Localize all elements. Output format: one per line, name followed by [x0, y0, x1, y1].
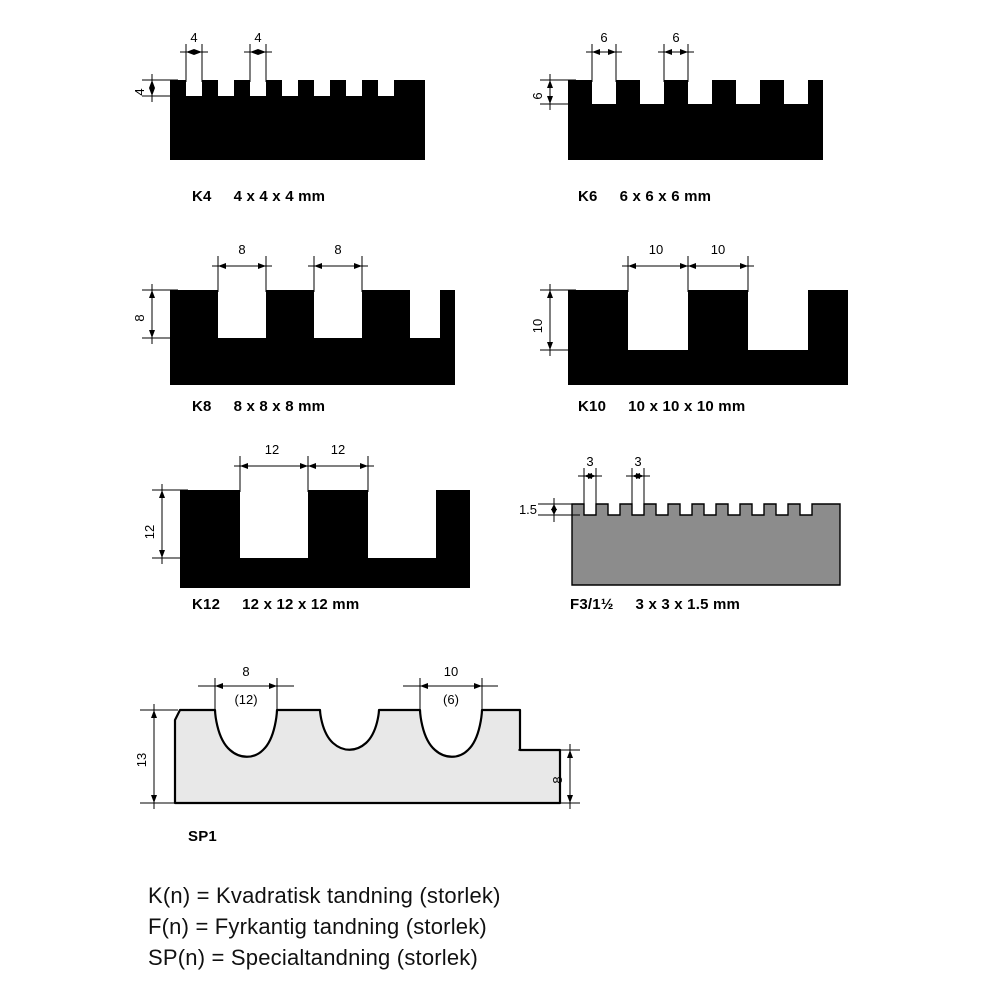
caption-k8 — [192, 398, 325, 415]
caption-size-k8: 8 x 8 x 8 mm — [233, 398, 326, 415]
caption-code-k10: K10 — [578, 398, 607, 415]
caption-code-k4: K4 — [192, 188, 212, 205]
profile-shape — [572, 504, 840, 585]
legend-line-2: F(n) = Fyrkantig tandning (storlek) — [148, 914, 487, 939]
figure-k12 — [130, 440, 470, 600]
figure-sp1-drawing — [120, 660, 620, 840]
profile-shape — [180, 490, 470, 588]
figure-sp1 — [120, 660, 620, 840]
caption-sp1 — [188, 828, 239, 845]
pitch-label-2: 8 — [334, 242, 342, 257]
sp1-left-width-label: 8 — [242, 664, 250, 679]
figure-k8 — [130, 240, 470, 400]
sp1-right-width-alt-label: (6) — [443, 692, 459, 707]
pitch-label-2: 12 — [330, 442, 346, 457]
caption-size-f3: 3 x 3 x 1.5 mm — [635, 596, 741, 613]
caption-size-k12: 12 x 12 x 12 mm — [242, 596, 360, 613]
profile-shape — [175, 710, 560, 803]
pitch-label-1: 12 — [264, 442, 280, 457]
legend — [148, 880, 501, 973]
figure-k6 — [528, 30, 868, 190]
profile-shape — [568, 290, 848, 385]
caption-k6 — [578, 188, 711, 205]
caption-size-k4: 4 x 4 x 4 mm — [233, 188, 326, 205]
pitch-label-1: 3 — [586, 454, 594, 469]
figure-k10 — [528, 240, 868, 400]
depth-label: 1.5 — [518, 502, 538, 517]
pitch-label-1: 8 — [238, 242, 246, 257]
depth-label: 10 — [530, 318, 545, 334]
pitch-label-1: 10 — [648, 242, 664, 257]
caption-size-k10: 10 x 10 x 10 mm — [628, 398, 746, 415]
depth-label: 4 — [132, 88, 147, 96]
caption-code-sp1: SP1 — [188, 828, 217, 845]
caption-code-k6: K6 — [578, 188, 598, 205]
figure-k10-drawing — [528, 240, 868, 400]
sp1-left-width-alt-label: (12) — [234, 692, 258, 707]
caption-k4 — [192, 188, 325, 205]
caption-size-k6: 6 x 6 x 6 mm — [619, 188, 712, 205]
figure-k4 — [130, 30, 470, 190]
profile-shape — [170, 290, 455, 385]
figure-k6-drawing — [528, 30, 868, 190]
pitch-label-1: 6 — [600, 30, 608, 45]
profile-shape — [568, 80, 823, 160]
pitch-label-2: 3 — [634, 454, 642, 469]
caption-k10 — [578, 398, 745, 415]
figure-k12-drawing — [130, 440, 470, 600]
caption-code-f3: F3/1½ — [570, 596, 614, 613]
caption-k12 — [192, 596, 359, 613]
sp1-right-depth-label: 8 — [550, 776, 565, 784]
depth-label: 6 — [530, 92, 545, 100]
caption-f3 — [570, 596, 740, 613]
caption-code-k12: K12 — [192, 596, 221, 613]
figure-f3-drawing — [510, 440, 870, 600]
caption-code-k8: K8 — [192, 398, 212, 415]
profile-shape — [170, 80, 425, 160]
pitch-label-2: 10 — [710, 242, 726, 257]
depth-label: 8 — [132, 314, 147, 322]
figure-f3 — [510, 440, 870, 600]
pitch-label-1: 4 — [190, 30, 198, 45]
sp1-right-width-label: 10 — [443, 664, 459, 679]
sp1-left-depth-label: 13 — [134, 752, 149, 768]
figure-k8-drawing — [130, 240, 470, 400]
legend-line-1: K(n) = Kvadratisk tandning (storlek) — [148, 883, 501, 908]
pitch-label-2: 6 — [672, 30, 680, 45]
legend-line-3: SP(n) = Specialtandning (storlek) — [148, 945, 479, 970]
pitch-label-2: 4 — [254, 30, 262, 45]
depth-label: 12 — [142, 524, 157, 540]
figure-k4-drawing — [130, 30, 470, 190]
